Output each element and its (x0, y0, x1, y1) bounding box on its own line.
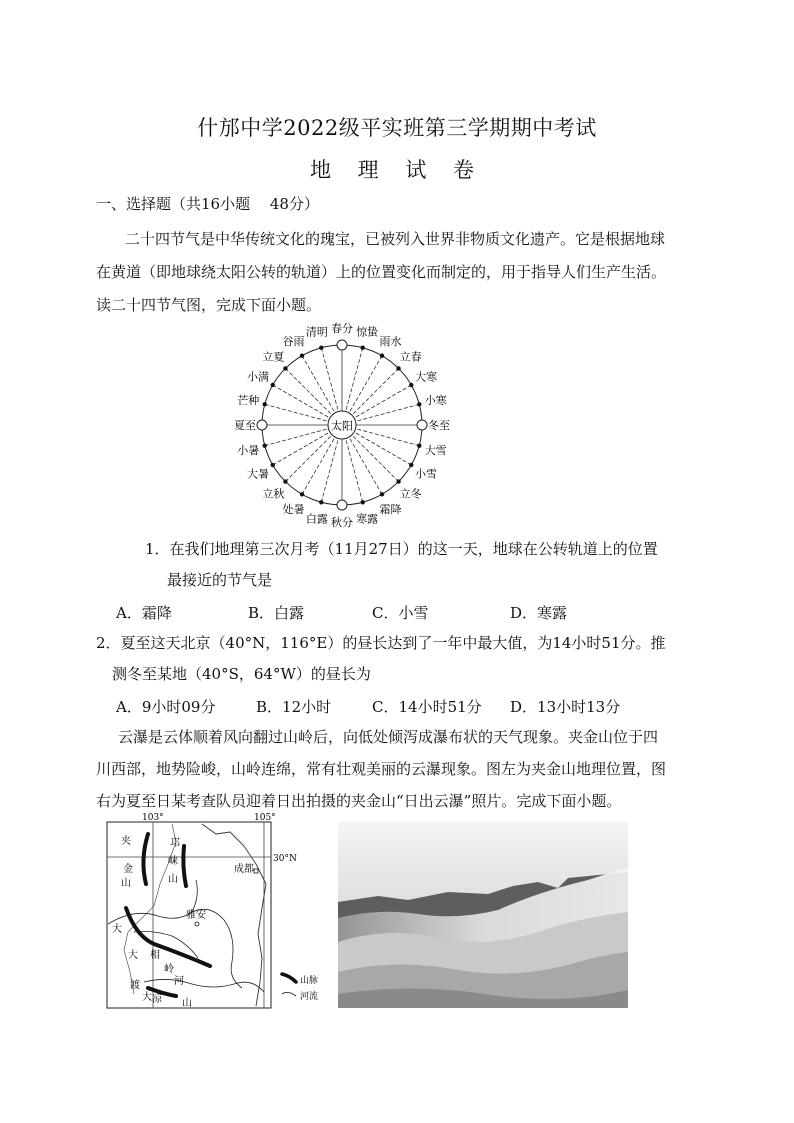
earth-position-point (380, 354, 384, 358)
q1-option-b[interactable]: B．白露 (248, 604, 305, 622)
solar-term-label: 立夏 (262, 350, 285, 364)
earth-position-point (319, 500, 323, 504)
jiajin-mountain-range (143, 834, 148, 884)
cloud-waterfall-photo (338, 822, 628, 1008)
earth-position-point (409, 463, 413, 467)
q1-option-a[interactable]: A．霜降 (116, 604, 172, 622)
legend-river-label: 河流 (300, 992, 319, 1002)
earth-position-point (337, 500, 347, 510)
earth-position-point (257, 420, 267, 430)
solar-terms-diagram (224, 322, 464, 528)
map-char-da-1: 大 (112, 924, 122, 935)
sun-label: 太阳 (331, 419, 353, 433)
earth-position-point (263, 444, 267, 448)
legend-mountain-label: 山脉 (300, 976, 319, 986)
solar-term-label: 夏至 (234, 419, 256, 432)
earth-position-point (300, 492, 304, 496)
earth-position-point (283, 479, 287, 483)
earth-position-point (283, 366, 287, 370)
solar-term-label: 白露 (305, 512, 328, 526)
basin-boundary (202, 824, 266, 1006)
lon-label-103: 103° (142, 813, 164, 823)
map-char-jia: 夹 (121, 836, 131, 847)
solar-term-label: 霜降 (379, 503, 402, 517)
qionglai-mountain-range (183, 846, 186, 886)
earth-position-point (396, 366, 400, 370)
intro-line-3: 读二十四节气图，完成下面小题。 (96, 296, 322, 314)
river-branch-2 (192, 880, 197, 912)
earth-position-point (417, 444, 421, 448)
map-char-qiong: 邛 (170, 838, 180, 849)
city-chengdu-label: 成都 (234, 864, 254, 875)
earth-position-point (361, 500, 365, 504)
solar-term-label: 春分 (331, 322, 353, 335)
city-chengdu-marker (254, 869, 258, 873)
q1-option-c[interactable]: C．小雪 (372, 604, 429, 622)
q2-option-d[interactable]: D．13小时13分 (510, 698, 621, 716)
solar-term-label: 清明 (305, 325, 328, 339)
earth-position-point (417, 420, 427, 430)
solar-term-label: 寒露 (356, 512, 379, 526)
city-yaan-marker (195, 922, 199, 926)
exam-title: 什邡中学2022级平实班第三学期期中考试 (197, 116, 597, 140)
solar-term-label: 小满 (246, 370, 269, 384)
earth-position-point (417, 402, 421, 406)
map-char-he: 河 (174, 976, 184, 987)
map-char-shan-2: 山 (168, 874, 178, 885)
solar-term-label: 处暑 (282, 503, 305, 517)
q1-stem-line-2: 最接近的节气是 (167, 571, 273, 589)
earth-position-point (271, 463, 275, 467)
solar-term-label: 雨水 (379, 334, 402, 348)
earth-position-point (300, 354, 304, 358)
solar-term-label: 小雪 (415, 467, 438, 481)
map-char-xiang: 相 (150, 950, 160, 961)
map-char-da-2: 大 (128, 950, 138, 961)
earth-position-point (409, 383, 413, 387)
map-char-lai: 崃 (168, 856, 178, 867)
map-char-shan-3: 山 (182, 998, 192, 1009)
solar-term-label: 立春 (399, 350, 422, 364)
earth-position-point (337, 340, 347, 350)
lon-label-105: 105° (254, 813, 276, 823)
earth-position-point (271, 383, 275, 387)
q2-option-c[interactable]: C．14小时51分 (372, 698, 482, 716)
lat-label-30n: 30°N (273, 854, 297, 864)
intro2-line-3: 右为夏至日某考查队员迎着日出拍摄的夹金山“日出云瀑”照片。完成下面小题。 (96, 792, 622, 810)
q2-stem-line-1: 2．夏至这天北京（40°N，116°E）的昼长达到了一年中最大值，为14小时51分。推 (96, 634, 666, 652)
map-char-ling: 岭 (164, 964, 174, 975)
q2-option-b[interactable]: B．12小时 (256, 698, 332, 716)
earth-position-point (263, 402, 267, 406)
q2-stem-line-2: 测冬至某地（40°S，64°W）的昼长为 (112, 665, 371, 683)
map-char-jin: 金 (123, 864, 133, 875)
solar-term-label: 大暑 (246, 467, 269, 481)
solar-term-label: 大寒 (415, 370, 438, 384)
solar-term-label: 谷雨 (282, 334, 305, 348)
jiajinshan-map (104, 812, 336, 1014)
solar-term-label: 立冬 (399, 487, 422, 501)
map-char-da-3: 大 (142, 992, 152, 1003)
map-char-du: 渡 (130, 980, 140, 991)
intro-line-2: 在黄道（即地球绕太阳公转的轨道）上的位置变化而制定的，用于指导人们生产生活。 (96, 263, 667, 281)
q1-option-d[interactable]: D．寒露 (510, 604, 568, 622)
q2-option-a[interactable]: A．9小时09分 (116, 698, 216, 716)
earth-position-point (396, 479, 400, 483)
solar-term-label: 小寒 (424, 393, 447, 407)
section-heading: 一、选择题（共16小题 48分） (96, 195, 319, 213)
intro2-line-1: 云瀑是云体顺着风向翻过山岭后，向低处倾泻成瀑布状的天气现象。夹金山位于四 (118, 728, 659, 746)
earth-position-point (319, 346, 323, 350)
exam-subtitle: 地 理 试 卷 (309, 158, 485, 182)
solar-term-label: 惊蛰 (356, 325, 379, 339)
dadu-river (144, 979, 264, 992)
solar-term-label: 秋分 (331, 516, 353, 528)
solar-term-label: 立秋 (262, 487, 285, 501)
intro2-line-2: 川西部，地势险峻，山岭连绵，常有壮观美丽的云瀑现象。图左为夹金山地理位置，图 (96, 760, 667, 778)
solar-term-label: 冬至 (428, 419, 450, 432)
map-char-liang: 凉 (152, 994, 162, 1005)
solar-term-label: 小暑 (237, 444, 260, 458)
legend-river-symbol (282, 992, 296, 996)
intro-line-1: 二十四节气是中华传统文化的瑰宝，已被列入世界非物质文化遗产。它是根据地球 (125, 230, 666, 248)
solar-term-label: 大雪 (424, 444, 447, 458)
map-char-shan-1: 山 (121, 878, 131, 889)
legend-mountain-symbol (282, 974, 296, 982)
earth-position-point (380, 492, 384, 496)
earth-position-point (361, 346, 365, 350)
city-yaan-label: 雅安 (186, 910, 206, 921)
solar-term-label: 芒种 (237, 393, 260, 407)
q1-stem-line-1: 1．在我们地理第三次月考（11月27日）的这一天，地球在公转轨道上的位置 (145, 540, 658, 558)
